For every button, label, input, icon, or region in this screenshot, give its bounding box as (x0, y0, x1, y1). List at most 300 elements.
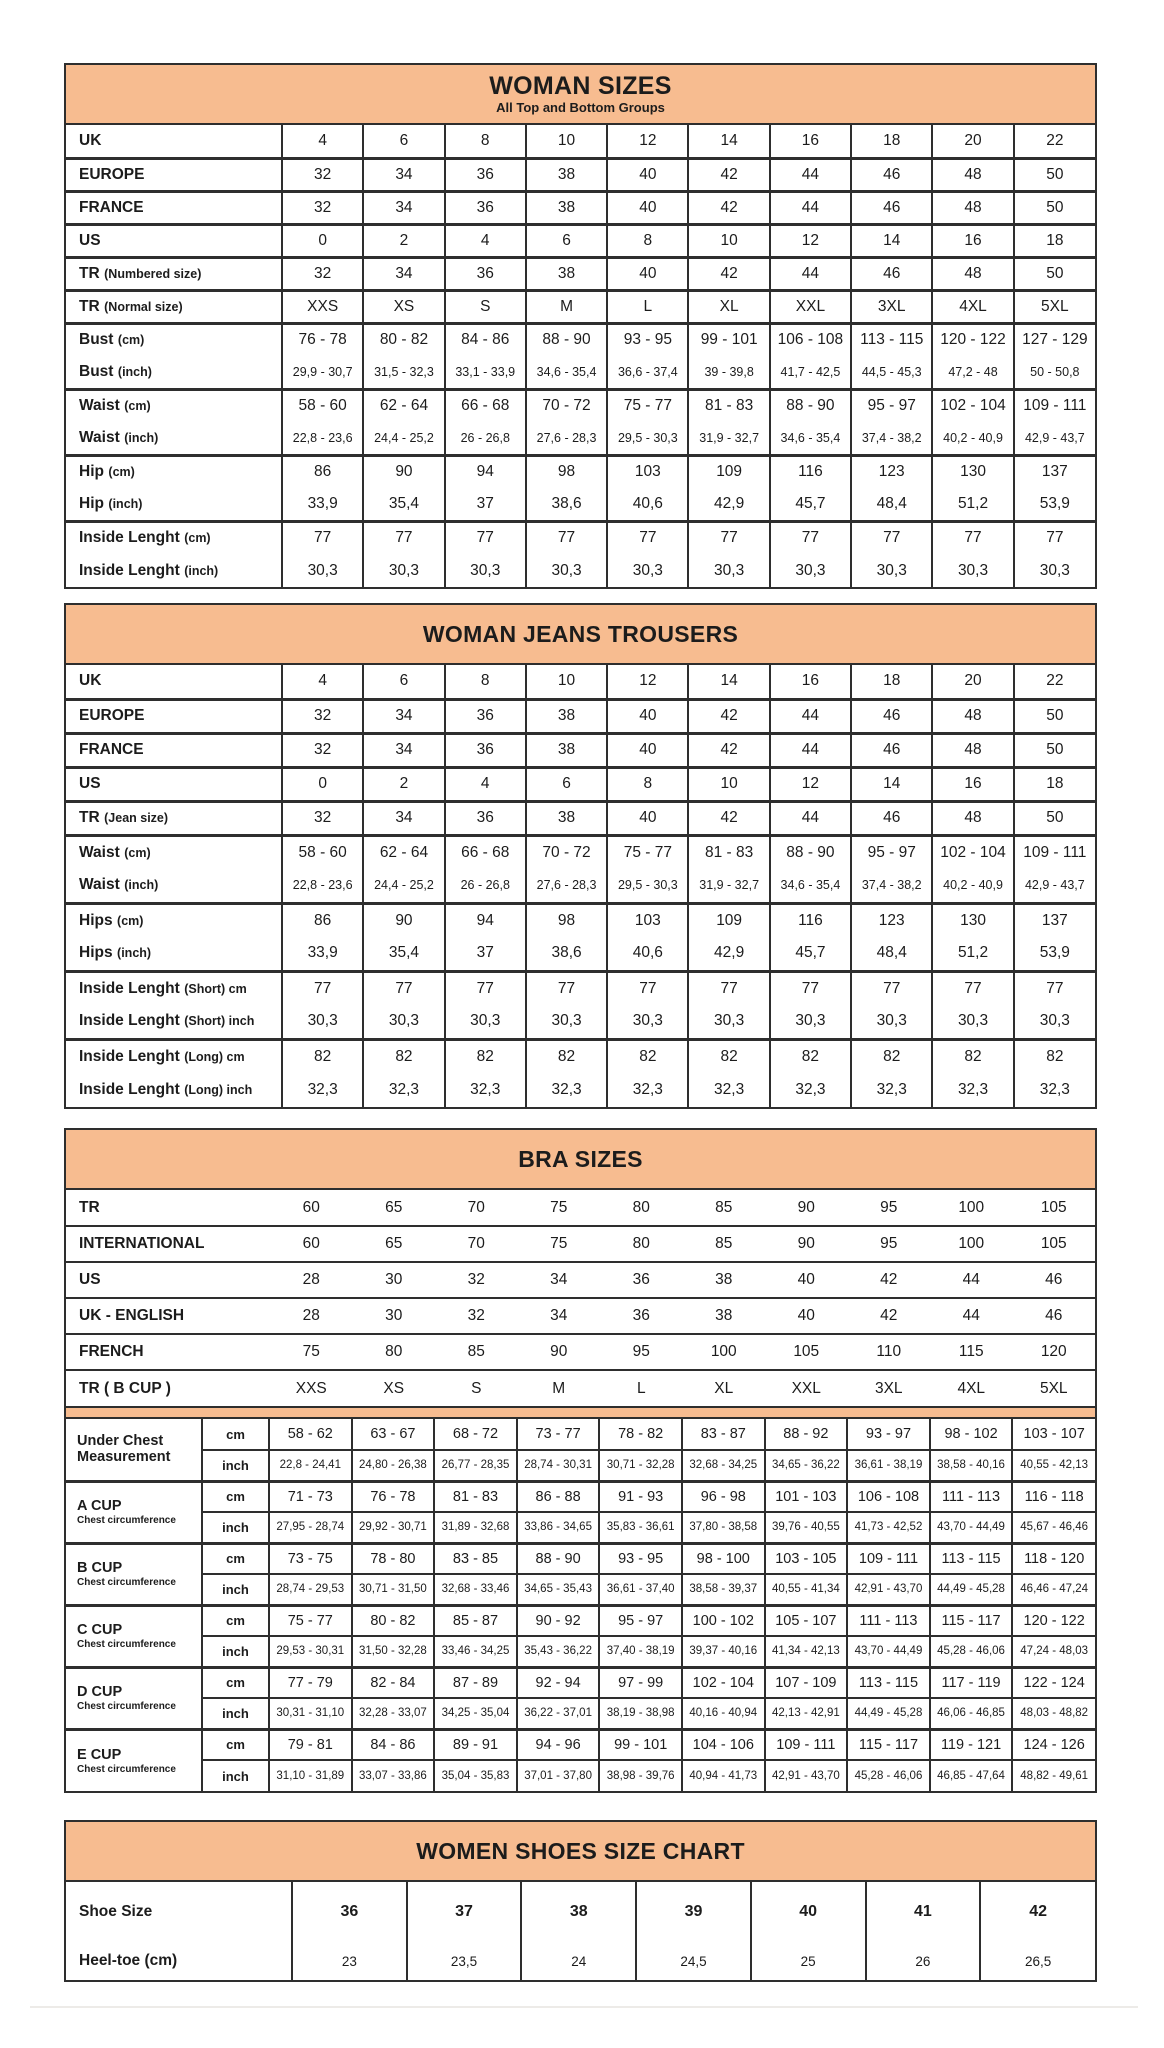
cell: 8 (607, 767, 688, 801)
cell: 4 (445, 224, 526, 257)
cup-label (66, 1481, 202, 1543)
cell: 44 (930, 1298, 1013, 1334)
cell: 38 (683, 1298, 766, 1334)
cell: 42,9 - 43,7 (1014, 422, 1095, 455)
cell: 38 (526, 158, 607, 191)
row-label (66, 389, 282, 422)
cell: 103 - 105 (765, 1543, 848, 1574)
cup-sublabel: Chest circumference (77, 1763, 176, 1775)
cell: 43,70 - 44,49 (930, 1512, 1013, 1543)
table-row (66, 835, 1095, 869)
cell: 32,3 (851, 1073, 932, 1107)
cell: 110 (848, 1334, 931, 1370)
row-label (66, 125, 282, 158)
cell: 44 (930, 1262, 1013, 1298)
bra-sizes-table (64, 1128, 1097, 1793)
cell: 23 (292, 1942, 407, 1980)
cell: 8 (445, 125, 526, 158)
cell: 73 - 77 (517, 1419, 600, 1450)
cell: XXL (765, 1370, 848, 1406)
table-subtitle: All Top and Bottom Groups (496, 100, 665, 115)
bra-sizes-header (66, 1130, 1095, 1190)
table-row (66, 1942, 1095, 1980)
row-label-main: Bust (79, 362, 114, 380)
cell: 40 (607, 733, 688, 767)
cell: 42 (688, 191, 769, 224)
row-label (66, 455, 282, 488)
cell: 36,22 - 37,01 (517, 1698, 600, 1729)
cell: 42 (688, 699, 769, 733)
cell: 32,3 (932, 1073, 1013, 1107)
cell: 48 (932, 733, 1013, 767)
cell: 36 (600, 1298, 683, 1334)
table-row (66, 1481, 1095, 1512)
cell: 77 (445, 971, 526, 1005)
cell: 84 - 86 (445, 323, 526, 356)
cell: 87 - 89 (434, 1667, 517, 1698)
cell: 30,3 (282, 554, 363, 587)
cell: 3XL (851, 290, 932, 323)
cell: 27,95 - 28,74 (269, 1512, 352, 1543)
cell: 24,4 - 25,2 (363, 422, 444, 455)
cell: 81 - 83 (688, 389, 769, 422)
cell: 80 (353, 1334, 436, 1370)
bra-conversion-grid (66, 1190, 1095, 1406)
row-label-main: Waist (79, 876, 120, 894)
cell: 20 (932, 665, 1013, 699)
cup-sublabel: Chest circumference (77, 1515, 176, 1526)
cell: 26,5 (980, 1942, 1095, 1980)
cell: 30,3 (770, 554, 851, 587)
cell: 32,68 - 34,25 (682, 1450, 765, 1481)
cell: 16 (932, 224, 1013, 257)
cup-sublabel: Chest circumference (77, 1701, 176, 1712)
cell: 34 (518, 1298, 601, 1334)
cell: 105 (1013, 1226, 1096, 1262)
cell: 40 (765, 1262, 848, 1298)
shoes-grid (66, 1882, 1095, 1980)
cell: 94 (445, 455, 526, 488)
cell: 85 (683, 1226, 766, 1262)
cell: 41,7 - 42,5 (770, 356, 851, 389)
cell: 95 (848, 1226, 931, 1262)
row-label-detail: (inch) (124, 878, 159, 893)
cell: 103 (607, 455, 688, 488)
row-label-detail: (inch) (108, 496, 143, 511)
row-label-detail: (inch) (184, 563, 219, 578)
cell: 34 (363, 699, 444, 733)
cell: 37 (445, 488, 526, 521)
cell: 46,06 - 46,85 (930, 1698, 1013, 1729)
cell: 32,3 (1014, 1073, 1095, 1107)
cell: 36 (292, 1882, 407, 1942)
cell: 60 (302, 1198, 320, 1216)
cup-sublabel: Chest circumference (77, 1577, 176, 1588)
row-label-detail: (Long) cm (184, 1049, 245, 1064)
cell: 48,03 - 48,82 (1012, 1698, 1095, 1729)
cell: 22 (1014, 665, 1095, 699)
unit-inch-label: inch (202, 1574, 269, 1605)
row-label (66, 290, 282, 323)
women-shoes-table (64, 1820, 1097, 1982)
row-label-detail: (Normal size) (104, 299, 183, 314)
cell: 34,6 - 35,4 (770, 869, 851, 903)
cell: 39 - 39,8 (688, 356, 769, 389)
cell: 23,5 (407, 1942, 522, 1980)
cell: 39,37 - 40,16 (682, 1636, 765, 1667)
cell: 33,86 - 34,65 (517, 1512, 600, 1543)
cup-name: D CUP (77, 1684, 123, 1700)
cell: 58 - 62 (269, 1419, 352, 1450)
cell: 88 - 92 (765, 1419, 848, 1450)
cell: 33,1 - 33,9 (445, 356, 526, 389)
row-label (66, 1039, 282, 1073)
cell: 28,74 - 30,31 (517, 1450, 600, 1481)
cell: 38 (521, 1882, 636, 1942)
cell: 22,8 - 23,6 (282, 422, 363, 455)
table-row (66, 733, 1095, 767)
cell: 102 - 104 (682, 1667, 765, 1698)
row-label-main: UK - ENGLISH (79, 1307, 185, 1324)
cell: 109 - 111 (847, 1543, 930, 1574)
table-row (66, 554, 1095, 587)
cell: 30,31 - 31,10 (269, 1698, 352, 1729)
cell: 38,58 - 40,16 (930, 1450, 1013, 1481)
cell: 42,9 (688, 937, 769, 971)
cell: 77 (1014, 971, 1095, 1005)
cell: 75 (518, 1226, 601, 1262)
cell: 77 (770, 521, 851, 554)
table-row (66, 1005, 1095, 1039)
cell: 42 (688, 158, 769, 191)
cell: 31,5 - 32,3 (363, 356, 444, 389)
cell: 30,3 (282, 1005, 363, 1039)
cell: 32 (282, 191, 363, 224)
row-label-main: Inside Lenght (79, 1012, 180, 1030)
cell: 8 (607, 224, 688, 257)
cell: 76 - 78 (282, 323, 363, 356)
cell: 37 (445, 937, 526, 971)
cup-name: Under Chest Measurement (77, 1433, 171, 1466)
cell: 40,55 - 42,13 (1012, 1450, 1095, 1481)
row-label-main: TR (79, 809, 100, 826)
cell: 88 - 90 (770, 389, 851, 422)
cell: 66 - 68 (445, 835, 526, 869)
cell: 34 (363, 191, 444, 224)
cell: 30,3 (445, 1005, 526, 1039)
woman-sizes-table (64, 63, 1097, 589)
row-label-main: Inside Lenght (79, 979, 180, 997)
cell: 109 (688, 903, 769, 937)
row-label-main: TR (79, 297, 100, 315)
table-row (66, 1882, 1095, 1942)
cell: 16 (770, 665, 851, 699)
cell: 82 (770, 1039, 851, 1073)
cell: 106 - 108 (847, 1481, 930, 1512)
cell: 0 (282, 767, 363, 801)
cell: 42,91 - 43,70 (765, 1760, 848, 1791)
cell: 37,80 - 38,58 (682, 1512, 765, 1543)
table-row (66, 1039, 1095, 1073)
cell: 30,3 (445, 554, 526, 587)
row-label (66, 554, 282, 587)
cell: 42 (848, 1298, 931, 1334)
row-label-main: FRANCE (79, 741, 144, 758)
table-row (66, 1512, 1095, 1543)
cell: 30,3 (607, 1005, 688, 1039)
cell: 90 (363, 455, 444, 488)
cell: 62 - 64 (363, 389, 444, 422)
cell: 82 (445, 1039, 526, 1073)
cell: 42 (848, 1262, 931, 1298)
cell: 0 (282, 224, 363, 257)
cell: 31,89 - 32,68 (434, 1512, 517, 1543)
cell: 31,9 - 32,7 (688, 422, 769, 455)
row-label-main: Waist (79, 428, 120, 446)
row-label (66, 699, 282, 733)
cell: 98 (526, 903, 607, 937)
cell: 20 (932, 125, 1013, 158)
cell: 77 (688, 521, 769, 554)
cup-sublabel: Chest circumference (77, 1639, 176, 1650)
cell: 32,3 (688, 1073, 769, 1107)
woman-jeans-header (66, 605, 1095, 665)
row-label (66, 1073, 282, 1107)
cell: 38,98 - 39,76 (599, 1760, 682, 1791)
cell: 94 - 96 (517, 1729, 600, 1760)
cell: 48,4 (851, 937, 932, 971)
cell: 117 - 119 (930, 1667, 1013, 1698)
table-row (66, 1729, 1095, 1760)
cell: 26,77 - 28,35 (434, 1450, 517, 1481)
cup-name: A CUP (77, 1498, 122, 1514)
row-label (66, 971, 282, 1005)
row-label (66, 422, 282, 455)
cell: 124 - 126 (1012, 1729, 1095, 1760)
table-row (66, 1667, 1095, 1698)
table-row (66, 389, 1095, 422)
table-row (66, 1543, 1095, 1574)
row-label (66, 1190, 270, 1226)
row-label-detail: (cm) (108, 465, 135, 480)
cell: 82 (688, 1039, 769, 1073)
cell: 36 (445, 191, 526, 224)
cell: 44,49 - 45,28 (930, 1574, 1013, 1605)
cell: 88 - 90 (517, 1543, 600, 1574)
cell: 82 (363, 1039, 444, 1073)
cell: 30 (353, 1298, 436, 1334)
cell: 98 (526, 455, 607, 488)
cell: 93 - 95 (607, 323, 688, 356)
cell: 35,04 - 35,83 (434, 1760, 517, 1791)
cell: 98 - 102 (930, 1419, 1013, 1450)
row-label (66, 1262, 270, 1298)
cell: 120 - 122 (1012, 1605, 1095, 1636)
unit-cm-label: cm (202, 1667, 269, 1698)
cell: 100 - 102 (682, 1605, 765, 1636)
cell: 78 - 80 (352, 1543, 435, 1574)
cell: 106 - 108 (770, 323, 851, 356)
cell: 22,8 - 23,6 (282, 869, 363, 903)
cell: 50 (1014, 801, 1095, 835)
table-row (66, 699, 1095, 733)
cell: 95 (600, 1334, 683, 1370)
cell: 26 - 26,8 (445, 869, 526, 903)
cell: 40,2 - 40,9 (932, 869, 1013, 903)
cell: 120 - 122 (932, 323, 1013, 356)
cell: 105 (1040, 1198, 1067, 1216)
cell: 42 (688, 733, 769, 767)
cell: 77 (526, 521, 607, 554)
cell: 93 - 95 (599, 1543, 682, 1574)
row-label-detail: (Long) inch (184, 1083, 253, 1097)
cell: 50 (1014, 699, 1095, 733)
cell: 70 - 72 (526, 389, 607, 422)
row-label (66, 665, 282, 699)
cell: 123 (851, 903, 932, 937)
cell: 34,25 - 35,04 (434, 1698, 517, 1729)
cell: 41,73 - 42,52 (847, 1512, 930, 1543)
cell: 45,28 - 46,06 (847, 1760, 930, 1791)
cell: 111 - 113 (930, 1481, 1013, 1512)
cell: 43,70 - 44,49 (847, 1636, 930, 1667)
unit-cm-label: cm (202, 1419, 269, 1450)
cell: 77 (282, 521, 363, 554)
woman-jeans-table (64, 603, 1097, 1109)
row-label-main: Bust (79, 331, 114, 349)
cell: 91 - 93 (599, 1481, 682, 1512)
cell: 85 (435, 1334, 518, 1370)
cell: 30,3 (1014, 554, 1095, 587)
cell: 34 (518, 1262, 601, 1298)
row-label (66, 521, 282, 554)
cell: 66 - 68 (445, 389, 526, 422)
unit-cm-label: cm (202, 1481, 269, 1512)
row-label (66, 158, 282, 191)
cell: 45,67 - 46,46 (1012, 1512, 1095, 1543)
cell: XXL (770, 290, 851, 323)
cell: 40,55 - 41,34 (765, 1574, 848, 1605)
cell: 25 (751, 1942, 866, 1980)
cell: 77 (445, 521, 526, 554)
cell: 38 (683, 1262, 766, 1298)
cell: 12 (607, 125, 688, 158)
cell: 75 (270, 1334, 353, 1370)
row-label-detail: (cm) (184, 531, 211, 546)
row-label-main: TR (79, 264, 100, 282)
cell: 22,8 - 24,41 (269, 1450, 352, 1481)
row-label (66, 767, 282, 801)
cell: 32,68 - 33,46 (434, 1574, 517, 1605)
cell: 50 (1014, 158, 1095, 191)
row-label-detail: (inch) (124, 430, 159, 445)
cell: 30,3 (688, 554, 769, 587)
row-label (66, 1005, 282, 1039)
table-row (66, 521, 1095, 554)
woman-sizes-body (66, 125, 1095, 587)
cell: 82 - 84 (352, 1667, 435, 1698)
cell: 36 (445, 158, 526, 191)
cell: 31,10 - 31,89 (269, 1760, 352, 1791)
table-row (66, 767, 1095, 801)
cell: 30,3 (363, 554, 444, 587)
cell: 105 - 107 (765, 1605, 848, 1636)
cell: 62 - 64 (363, 835, 444, 869)
cell: 14 (851, 224, 932, 257)
cell: 38 (526, 191, 607, 224)
cell: XL (683, 1370, 766, 1406)
cell: 40 (607, 801, 688, 835)
orange-divider (66, 1406, 1095, 1419)
cell: 99 - 101 (688, 323, 769, 356)
row-label (66, 937, 282, 971)
cell: 127 - 129 (1014, 323, 1095, 356)
table-row (66, 356, 1095, 389)
table-row (66, 1419, 1095, 1450)
cell: 82 (282, 1039, 363, 1073)
row-label-detail: (cm) (124, 399, 151, 414)
table-row (66, 1073, 1095, 1107)
cell: 90 (765, 1226, 848, 1262)
cell: 77 (932, 521, 1013, 554)
cell: 30,3 (607, 554, 688, 587)
cell: 42,9 - 43,7 (1014, 869, 1095, 903)
row-label-main: UK (79, 672, 102, 690)
cup-label (66, 1667, 202, 1729)
unit-cm-label: cm (202, 1605, 269, 1636)
row-label-main: TR (79, 1198, 100, 1216)
cell: 27,6 - 28,3 (526, 869, 607, 903)
cell: 12 (770, 767, 851, 801)
cell: 27,6 - 28,3 (526, 422, 607, 455)
cell: 98 - 100 (682, 1543, 765, 1574)
cell: 5XL (1014, 290, 1095, 323)
cell: 90 (363, 903, 444, 937)
cell: 16 (932, 767, 1013, 801)
cell: 113 - 115 (847, 1667, 930, 1698)
woman-sizes-header (66, 65, 1095, 125)
cell: 36,61 - 37,40 (599, 1574, 682, 1605)
cell: 78 - 82 (599, 1419, 682, 1450)
cell: 46 (851, 158, 932, 191)
table-row (66, 323, 1095, 356)
cell: 33,07 - 33,86 (352, 1760, 435, 1791)
cell: 137 (1014, 903, 1095, 937)
cell: 28,74 - 29,53 (269, 1574, 352, 1605)
table-row (66, 422, 1095, 455)
unit-inch-label: inch (202, 1698, 269, 1729)
cell: 36 (600, 1262, 683, 1298)
row-label (66, 1942, 292, 1980)
cell: 51,2 (932, 488, 1013, 521)
cell: 60 (270, 1226, 353, 1262)
table-row (66, 488, 1095, 521)
cell: 109 - 111 (1014, 835, 1095, 869)
cell: 18 (851, 665, 932, 699)
table-row (66, 191, 1095, 224)
cell: 95 - 97 (851, 835, 932, 869)
bra-cup-grid (66, 1419, 1095, 1791)
row-label-main: US (79, 231, 101, 249)
unit-cm-label: cm (202, 1729, 269, 1760)
cell: XL (688, 290, 769, 323)
cell: 44 (770, 257, 851, 290)
cell: 103 (607, 903, 688, 937)
cell: 82 (932, 1039, 1013, 1073)
cell: 40,2 - 40,9 (932, 422, 1013, 455)
cell: 47,2 - 48 (932, 356, 1013, 389)
cell: 32 (435, 1262, 518, 1298)
